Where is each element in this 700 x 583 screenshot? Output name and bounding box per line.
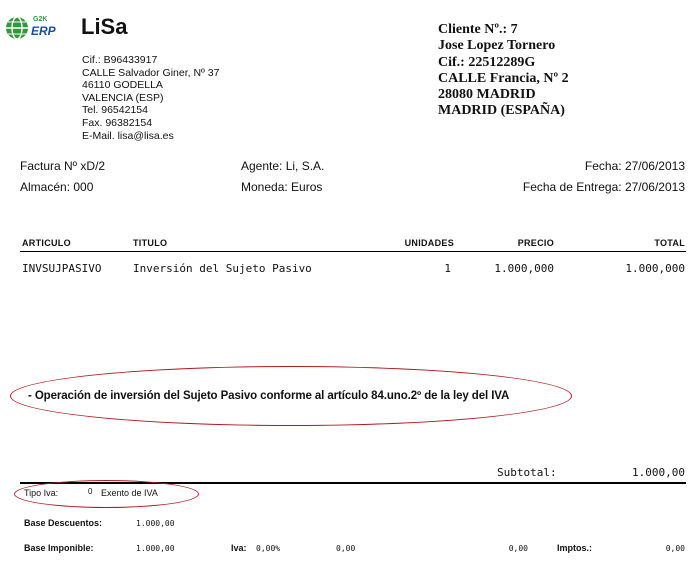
logo-erp-text: ERP	[31, 24, 56, 38]
row-articulo: INVSUJPASIVO	[22, 262, 102, 275]
client-number-label: Cliente Nº.:	[438, 22, 508, 37]
column-header-total: TOTAL	[654, 238, 685, 248]
client-region: MADRID (ESPAÑA)	[438, 103, 565, 119]
client-number-line	[438, 22, 569, 38]
tax-type-description: Exento de IVA	[101, 488, 158, 498]
company-city: VALENCIA (ESP)	[82, 91, 164, 104]
company-street: CALLE Salvador Giner, Nº 37	[82, 66, 220, 79]
invoice-delivery-date: Fecha de Entrega: 27/06/2013	[522, 180, 685, 194]
table-header-divider	[20, 251, 686, 252]
client-city: 28080 MADRID	[438, 87, 536, 103]
company-phone: Tel. 96542154	[82, 104, 148, 117]
company-logo	[4, 14, 62, 42]
taxable-base-label: Base Imponible:	[24, 543, 94, 553]
company-details	[82, 54, 220, 142]
invoice-currency: Moneda: Euros	[241, 180, 323, 194]
vat-amount: 0,00	[336, 544, 356, 553]
logo-small-text: G2K	[33, 16, 48, 23]
subtotal-label: Subtotal:	[497, 466, 557, 479]
company-email: E-Mail. lisa@lisa.es	[82, 129, 174, 142]
company-name: LiSa	[81, 14, 128, 39]
column-header-articulo: ARTICULO	[22, 238, 71, 248]
tax-type-code: 0	[88, 487, 93, 496]
row-titulo: Inversión del Sujeto Pasivo	[133, 262, 312, 275]
legal-note: - Operación de inversión del Sujeto Pasivo conforme al artículo 84.uno.2º de la ley del IVA	[28, 390, 510, 402]
company-postcode: 46110 GODELLA	[82, 79, 163, 92]
row-unidades: 1	[444, 262, 451, 275]
invoice-number: Factura Nº xD/2	[20, 159, 106, 173]
extra-amount: 0,00	[508, 544, 528, 553]
row-total: 1.000,000	[625, 262, 685, 275]
client-block	[438, 22, 569, 120]
client-street: CALLE Francia, Nº 2	[438, 70, 569, 86]
column-header-titulo: TITULO	[133, 238, 168, 248]
base-discounts-label: Base Descuentos:	[24, 518, 103, 528]
column-header-precio: PRECIO	[517, 238, 554, 248]
base-discounts-value: 1.000,00	[136, 519, 175, 528]
invoice-date: Fecha: 27/06/2013	[584, 159, 685, 173]
invoice-agent: Agente: Li, S.A.	[241, 159, 325, 173]
invoice-warehouse: Almacén: 000	[20, 180, 94, 194]
vat-percent: 0,00%	[256, 544, 281, 553]
vat-label: Iva:	[231, 543, 247, 553]
subtotal-value: 1.000,00	[632, 466, 685, 479]
company-fax: Fax. 96382154	[82, 116, 153, 129]
client-name: Jose Lopez Tornero	[438, 38, 556, 54]
taxable-base-value: 1.000,00	[136, 544, 175, 553]
client-number: 7	[510, 22, 518, 37]
taxes-label: Imptos.:	[557, 543, 592, 553]
company-cif: Cif.: B96433917	[82, 54, 158, 66]
row-precio: 1.000,000	[494, 262, 554, 275]
client-cif: Cif.: 22512289G	[438, 54, 536, 70]
column-header-unidades: UNIDADES	[404, 238, 454, 248]
taxes-value: 0,00	[665, 544, 685, 553]
tax-type-label: Tipo Iva:	[24, 488, 59, 498]
